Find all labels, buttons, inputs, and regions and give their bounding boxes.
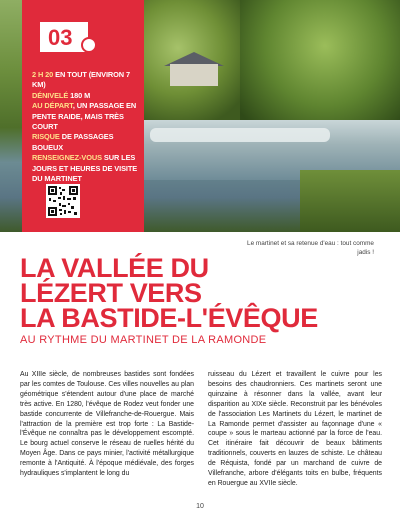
stone-house — [170, 64, 218, 86]
marker-dot-icon — [81, 37, 97, 53]
page-title — [20, 253, 350, 333]
title-line: LÉZERT VERS — [20, 278, 202, 308]
page-subtitle: AU RYTHME DU MARTINET DE LA RAMONDE — [20, 334, 267, 346]
depart-label: AU DÉPART — [32, 101, 73, 111]
body-column-right: ruisseau du Lézert et travaillent le cuivre pour les besoins des chaudronniers. Ces martinets seront une quinzaine à résonner dans la vallée, avant leur disparition au XIXe siècle. Reconstruit par les bénévoles de l'association Les Martinets du Lézert, le martinet de La Ramonde permet d'assister au façonnage d'une « coupe » sous le marteau actionné par la force de l'eau. Cet itinéraire fait découvrir de beaux bâtiments traditionnels, couverts en lauzes de schiste. Le château de Réquista, fondé par un marchand de cuivre de Villefranche, arbore d'élégants toits en bulbe, fréquents en Rouergue au XVIIe siècle. — [208, 371, 382, 487]
qr-code-icon — [48, 186, 78, 216]
river-bank — [300, 170, 400, 232]
weir-foam — [150, 128, 330, 142]
elevation-label: DÉNIVELÉ — [32, 90, 69, 100]
info-text: SUR LES JOURS ET HEURES DE VISITE DU MARTINET — [32, 153, 138, 184]
depart-text: , UN PASSAGE EN PENTE RAIDE, MAIS TRÈS COURT — [32, 101, 137, 132]
risk-label: RISQUE — [32, 132, 60, 142]
info-label: RENSEIGNEZ-VOUS — [32, 153, 102, 163]
distance-text: EN TOUT (ENVIRON 7 KM) — [32, 70, 130, 90]
elevation-value: 180 M — [68, 90, 91, 100]
photo-caption: Le martinet et sa retenue d'eau : tout comme jadis ! — [247, 240, 374, 256]
route-info — [32, 70, 144, 184]
duration-value: 2 H 20 — [32, 70, 54, 79]
body-column-left: Au XIIIe siècle, de nombreuses bastides sont fondées par les comtes de Toulouse. Ces villes nouvelles au plan géométrique s'étendent autour d'une place de marché très active. En 1280, l'évêque de Rodez veut fonder une bastide concurrente de Villefranche-de-Rouergue. Mais l'attraction de la première est trop forte : La Bastide-l'Évêque ne connaîtra pas le développement escompté. Le bourg actuel conserve le réseau de ruelles hérité du Moyen Âge. Dans ce pays minier, l'activité métallurgique remonte à l'Antiquité. À l'époque médiévale, des forges hydrauliques s'implantent le long du — [20, 371, 194, 478]
route-number: 03 — [48, 25, 73, 50]
title-line: LA BASTIDE-L'ÉVÊQUE — [20, 303, 318, 333]
page-number: 10 — [196, 503, 204, 510]
body-columns — [20, 370, 382, 489]
qr-code[interactable] — [46, 184, 80, 218]
trees — [240, 0, 400, 130]
risk-text: DE PASSAGES BOUEUX — [32, 132, 114, 152]
title-line: LA VALLÉE DU — [20, 253, 209, 283]
